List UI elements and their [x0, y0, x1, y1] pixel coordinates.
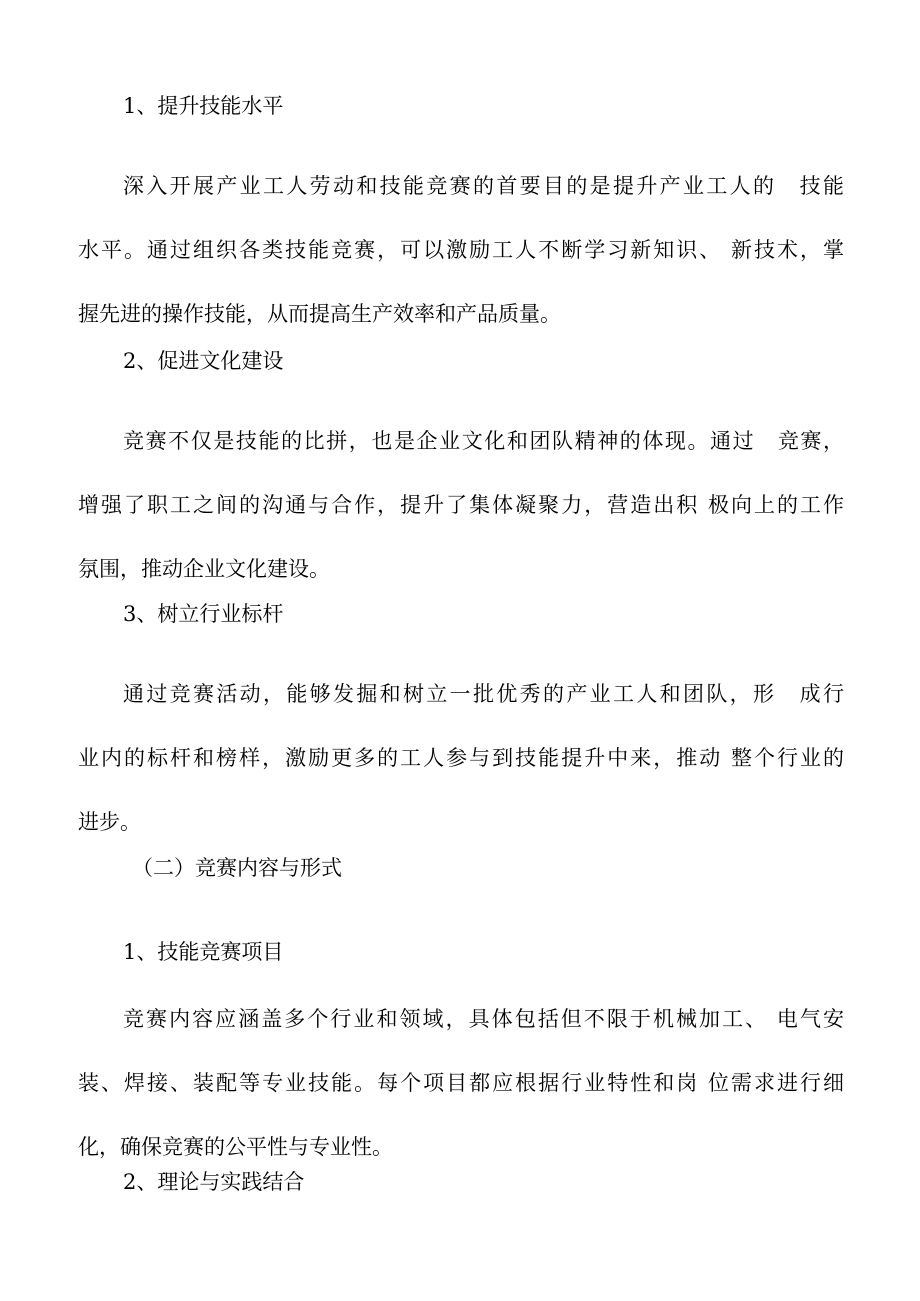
- paragraph-line: 氛围，推动企业文化建设。: [78, 557, 330, 581]
- paragraph-benchmark: [78, 662, 844, 854]
- subsection-title: （二）竞赛内容与形式: [132, 856, 342, 880]
- paragraph-skill-level: [78, 154, 844, 346]
- paragraph-line: 通过竞赛活动，能够发掘和树立一批优秀的产业工人和团队，形 成行: [123, 682, 844, 706]
- section-heading-skill-level: 1、提升技能水平: [123, 94, 284, 118]
- paragraph-line: 进步。: [78, 810, 141, 834]
- paragraph-line: 业内的标杆和榜样，激励更多的工人参与到技能提升中来，推动 整个行业的: [78, 746, 844, 770]
- paragraph-culture: [78, 409, 844, 601]
- paragraph-line: 握先进的操作技能，从而提高生产效率和产品质量。: [78, 302, 561, 326]
- paragraph-line: 增强了职工之间的沟通与合作，提升了集体凝聚力，营造出积 极向上的工作: [78, 493, 844, 517]
- paragraph-line: 装、焊接、装配等专业技能。每个项目都应根据行业特性和岗 位需求进行细: [78, 1071, 844, 1095]
- section-heading-theory-practice: 2、理论与实践结合: [123, 1170, 305, 1194]
- paragraph-line: 竞赛内容应涵盖多个行业和领域，具体包括但不限于机械加工、 电气安: [123, 1007, 844, 1031]
- section-heading-competition-items: 1、技能竞赛项目: [123, 940, 284, 964]
- section-heading-culture: 2、促进文化建设: [123, 349, 284, 373]
- paragraph-line: 化，确保竞赛的公平性与专业性。: [78, 1135, 393, 1159]
- paragraph-line: 竞赛不仅是技能的比拼，也是企业文化和团队精神的体现。通过 竞赛，: [123, 429, 844, 453]
- paragraph-line: 水平。通过组织各类技能竞赛，可以激励工人不断学习新知识、 新技术，掌: [78, 238, 844, 262]
- section-heading-benchmark: 3、树立行业标杆: [123, 602, 284, 626]
- paragraph-line: 深入开展产业工人劳动和技能竞赛的首要目的是提升产业工人的 技能: [123, 174, 844, 198]
- paragraph-competition-items: [78, 987, 844, 1179]
